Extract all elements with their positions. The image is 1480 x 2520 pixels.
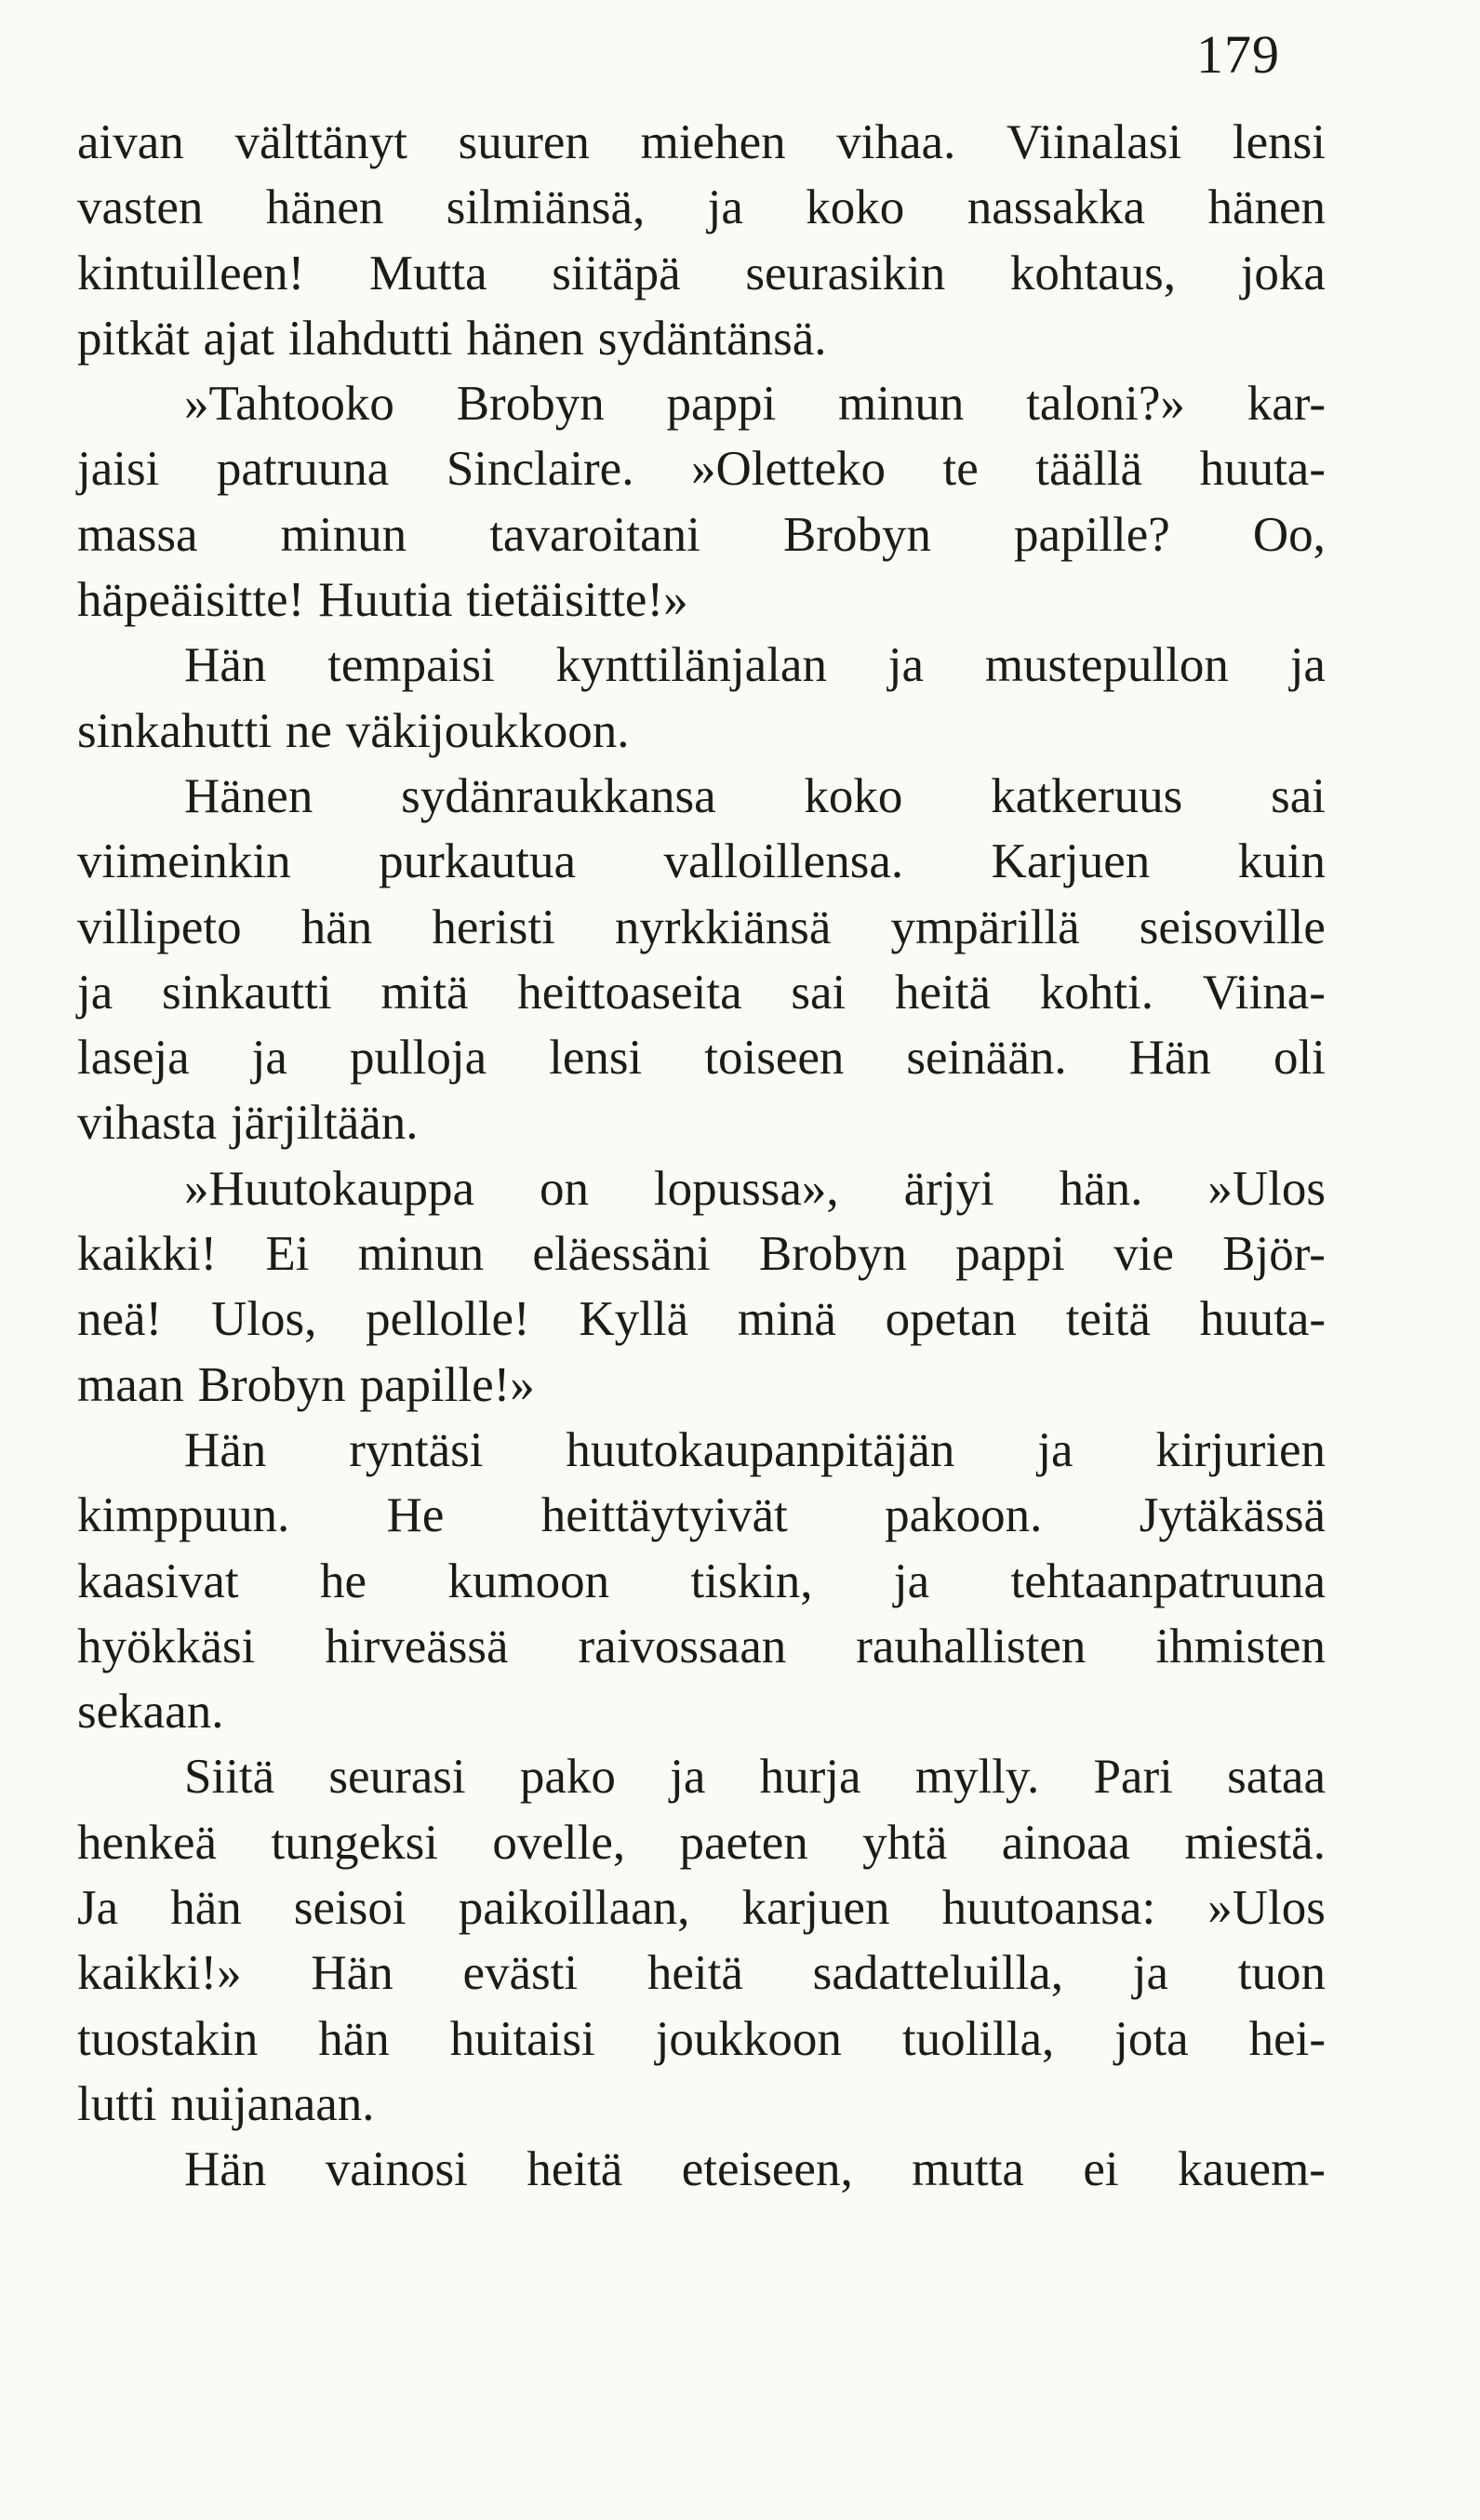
word: heittäytyivät [540, 1488, 788, 1543]
word: katkeruus [991, 768, 1183, 823]
word: koko [806, 180, 905, 235]
word: ihmisten [1155, 1619, 1326, 1673]
word: ovelle, [492, 1815, 626, 1870]
word: karjuen [741, 1881, 890, 1936]
word: he [320, 1553, 367, 1608]
word: heittoaseita [517, 965, 742, 1020]
word: pappi [666, 377, 777, 432]
word: kynttilänjalan [555, 638, 827, 693]
word: Hän [311, 1946, 393, 2001]
word: heitä [647, 1946, 743, 2001]
word: mustepullon [984, 638, 1229, 693]
word: paeten [679, 1815, 808, 1870]
word: huuta- [1199, 442, 1326, 497]
word: rauhallisten [856, 1619, 1087, 1673]
word: minun [280, 507, 407, 562]
word: te [942, 442, 979, 497]
word: Brobyn [782, 507, 931, 562]
word: Jytäkässä [1139, 1488, 1326, 1543]
word: seurasikin [745, 246, 946, 300]
word: välttänyt [234, 115, 407, 169]
text-line [77, 829, 1326, 894]
word: evästi [462, 1946, 579, 2001]
text-line [77, 1940, 1326, 2006]
body-text [77, 110, 1326, 2203]
word: lutti [77, 2076, 157, 2131]
word: hänen [265, 180, 384, 235]
word: ja [670, 1750, 706, 1805]
word: täällä [1035, 442, 1143, 497]
word: mutta [912, 2142, 1024, 2197]
word: toiseen [704, 1031, 845, 1086]
word: Brobyn [197, 1357, 346, 1412]
text-line [77, 241, 1326, 306]
word: minun [837, 377, 965, 432]
text-line [77, 1810, 1326, 1875]
word: Björ- [1222, 1227, 1326, 1282]
text-line [77, 1221, 1326, 1287]
text-line [77, 1025, 1326, 1090]
word: ne [285, 703, 332, 758]
text-line [77, 764, 1326, 829]
word: kuin [1237, 834, 1326, 889]
text-line [77, 633, 1326, 698]
word: tuolilla, [901, 2011, 1055, 2066]
word: ja [1132, 1946, 1168, 2001]
word: »Ulos [1207, 1161, 1326, 1216]
word: kohtaus, [1009, 246, 1177, 300]
word: Siitä [184, 1750, 275, 1805]
word: sai [791, 965, 847, 1020]
word: ja [1289, 638, 1326, 693]
page-number: 179 [1196, 24, 1280, 85]
word: vainosi [325, 2142, 468, 2197]
word: kaasivat [77, 1553, 239, 1608]
word: Brobyn [758, 1227, 907, 1282]
word: villipeto [77, 900, 242, 954]
word: »Tahtooko [184, 377, 394, 432]
word: suuren [458, 115, 590, 169]
word: henkeä [77, 1815, 218, 1870]
word: hän [170, 1881, 242, 1936]
word: tavaroitani [489, 507, 700, 562]
word: eteiseen, [681, 2142, 853, 2197]
word: sydäntänsä. [597, 311, 827, 366]
word: sinkahutti [77, 703, 273, 758]
text-line [77, 502, 1326, 567]
word: aivan [77, 115, 184, 169]
word: ainoaa [1001, 1815, 1130, 1870]
word: lensi [549, 1031, 643, 1086]
word: maan [77, 1357, 184, 1412]
word: Hän [1128, 1031, 1211, 1086]
word: Viina- [1202, 965, 1326, 1020]
word: raivossaan [578, 1619, 787, 1673]
word: huitaisi [449, 2011, 595, 2066]
word: sadatteluilla, [812, 1946, 1063, 2001]
word: koko [804, 768, 903, 823]
word: »Huutokauppa [184, 1161, 475, 1216]
word: hän. [1059, 1161, 1143, 1216]
word: mitä [380, 965, 469, 1020]
word: seurasi [328, 1750, 466, 1805]
word: ja [887, 638, 925, 693]
word: hän [300, 900, 373, 954]
text-line [77, 895, 1326, 960]
word: hänen [1207, 180, 1326, 235]
word: Ulos, [210, 1292, 317, 1347]
word: Oo, [1252, 507, 1326, 562]
word: on [539, 1161, 589, 1216]
word: laseja [77, 1031, 190, 1086]
word: heitä [895, 965, 991, 1020]
word: Brobyn [456, 377, 605, 432]
word: Ei [265, 1227, 310, 1282]
text-line [77, 1875, 1326, 1940]
text-line [77, 1679, 1326, 1744]
word: Ja [77, 1881, 119, 1936]
word: ja [251, 1031, 287, 1086]
word: tuostakin [77, 2011, 259, 2066]
word: seisoville [1139, 900, 1326, 954]
word: teitä [1065, 1292, 1151, 1347]
text-line [77, 306, 1326, 371]
word: ympärillä [890, 900, 1080, 954]
word: Hän [184, 2142, 267, 2197]
word: huuta- [1199, 1292, 1326, 1347]
text-line [77, 436, 1326, 501]
word: ja [893, 1553, 930, 1608]
word: lopussa», [653, 1161, 839, 1216]
text-line [77, 110, 1326, 175]
word: eläessäni [532, 1227, 711, 1282]
word: järjiltään. [230, 1096, 419, 1151]
word: väkijoukkoon. [345, 703, 630, 758]
word: yhtä [862, 1815, 948, 1870]
word: siitäpä [552, 246, 681, 300]
word: pakoon. [885, 1488, 1043, 1543]
word: ärjyi [903, 1161, 994, 1216]
word: nuijanaan. [170, 2076, 375, 2131]
word: »Oletteko [690, 442, 886, 497]
text-line [77, 2007, 1326, 2072]
word: kimppuun. [77, 1488, 290, 1543]
word: sataa [1227, 1750, 1326, 1805]
word: taloni?» [1026, 377, 1185, 432]
word: pulloja [349, 1031, 487, 1086]
word: heitä [527, 2142, 623, 2197]
text-line [77, 1418, 1326, 1483]
word: nassakka [967, 180, 1146, 235]
word: tietäisitte!» [466, 573, 688, 628]
word: minä [737, 1292, 836, 1347]
word: neä! [77, 1292, 163, 1347]
word: Huutia [318, 573, 453, 628]
text-line [77, 1090, 1326, 1155]
word: heristi [432, 900, 555, 954]
word: purkautua [379, 834, 577, 889]
word: massa [77, 507, 198, 562]
word: joukkoon [655, 2011, 842, 2066]
text-line [77, 960, 1326, 1025]
word: ryntäsi [349, 1422, 484, 1477]
word: huutokaupanpitäjän [566, 1422, 955, 1477]
word: Mutta [369, 246, 487, 300]
word: kirjurien [1155, 1422, 1326, 1477]
word: oli [1273, 1031, 1326, 1086]
word: kohti. [1039, 965, 1153, 1020]
text-line [77, 371, 1326, 436]
word: sinkautti [162, 965, 332, 1020]
text-line [77, 1614, 1326, 1679]
word: Viinalasi [1007, 115, 1182, 169]
word: opetan [885, 1292, 1017, 1347]
text-line [77, 2072, 1326, 2137]
word: ilahdutti [287, 311, 453, 366]
word: papille!» [359, 1357, 535, 1412]
word: kumoon [447, 1553, 610, 1608]
word: minun [357, 1227, 485, 1282]
word: hirveässä [325, 1619, 509, 1673]
word: tehtaanpatruuna [1010, 1553, 1326, 1608]
word: ajat [203, 311, 275, 366]
word: kaikki! [77, 1227, 218, 1282]
word: Karjuen [991, 834, 1151, 889]
word: vasten [77, 180, 204, 235]
word: kintuilleen! [77, 246, 305, 300]
word: valloillensa. [663, 834, 904, 889]
word: nyrkkiänsä [614, 900, 832, 954]
text-line [77, 1353, 1326, 1418]
text-line [77, 1156, 1326, 1221]
text-line [77, 1744, 1326, 1809]
word: seinään. [906, 1031, 1067, 1086]
word: kar- [1247, 377, 1326, 432]
word: tempaisi [327, 638, 495, 693]
word: ja [707, 180, 743, 235]
word: kauem- [1178, 2142, 1326, 2197]
word: Pari [1093, 1750, 1173, 1805]
word: vie [1113, 1227, 1174, 1282]
word: jaisi [77, 442, 160, 497]
text-line [77, 2137, 1326, 2202]
word: tiskin, [690, 1553, 813, 1608]
word: hyökkäsi [77, 1619, 256, 1673]
word: viimeinkin [77, 834, 291, 889]
word: mylly. [914, 1750, 1040, 1805]
word: hänen [466, 311, 584, 366]
word: pappi [955, 1227, 1065, 1282]
word: huutoansa: [941, 1881, 1156, 1936]
word: seisoi [293, 1881, 407, 1936]
word: Hänen [184, 768, 313, 823]
word: vihaa. [836, 115, 956, 169]
word: silmiänsä, [446, 180, 646, 235]
word: tuon [1237, 1946, 1326, 2001]
word: jota [1114, 2011, 1189, 2066]
word: pitkät [77, 311, 190, 366]
word: Hän [184, 638, 267, 693]
word: lensi [1232, 115, 1326, 169]
text-line [77, 1549, 1326, 1614]
word: Hän [184, 1422, 267, 1477]
word: Kyllä [579, 1292, 689, 1347]
word: pako [519, 1750, 616, 1805]
word: sai [1271, 768, 1326, 823]
word: ja [1037, 1422, 1073, 1477]
word: sydänraukkansa [401, 768, 716, 823]
word: vihasta [77, 1096, 218, 1151]
word: miestä. [1184, 1815, 1326, 1870]
word: ei [1083, 2142, 1119, 2197]
word: hurja [759, 1750, 861, 1805]
word: sekaan. [77, 1685, 224, 1740]
text-line [77, 699, 1326, 764]
word: papille? [1014, 507, 1170, 562]
word: ja [77, 965, 113, 1020]
word: hei- [1248, 2011, 1326, 2066]
word: kaikki!» [77, 1946, 242, 2001]
word: tungeksi [271, 1815, 439, 1870]
word: paikoillaan, [458, 1881, 690, 1936]
text-line [77, 175, 1326, 240]
word: »Ulos [1207, 1881, 1326, 1936]
word: He [386, 1488, 445, 1543]
word: häpeäisitte! [77, 573, 305, 628]
word: patruuna [216, 442, 390, 497]
text-line [77, 567, 1326, 633]
word: Sinclaire. [446, 442, 634, 497]
word: miehen [640, 115, 786, 169]
text-line [77, 1483, 1326, 1548]
word: joka [1240, 246, 1326, 300]
word: hän [318, 2011, 390, 2066]
word: pellolle! [366, 1292, 530, 1347]
text-line [77, 1287, 1326, 1352]
